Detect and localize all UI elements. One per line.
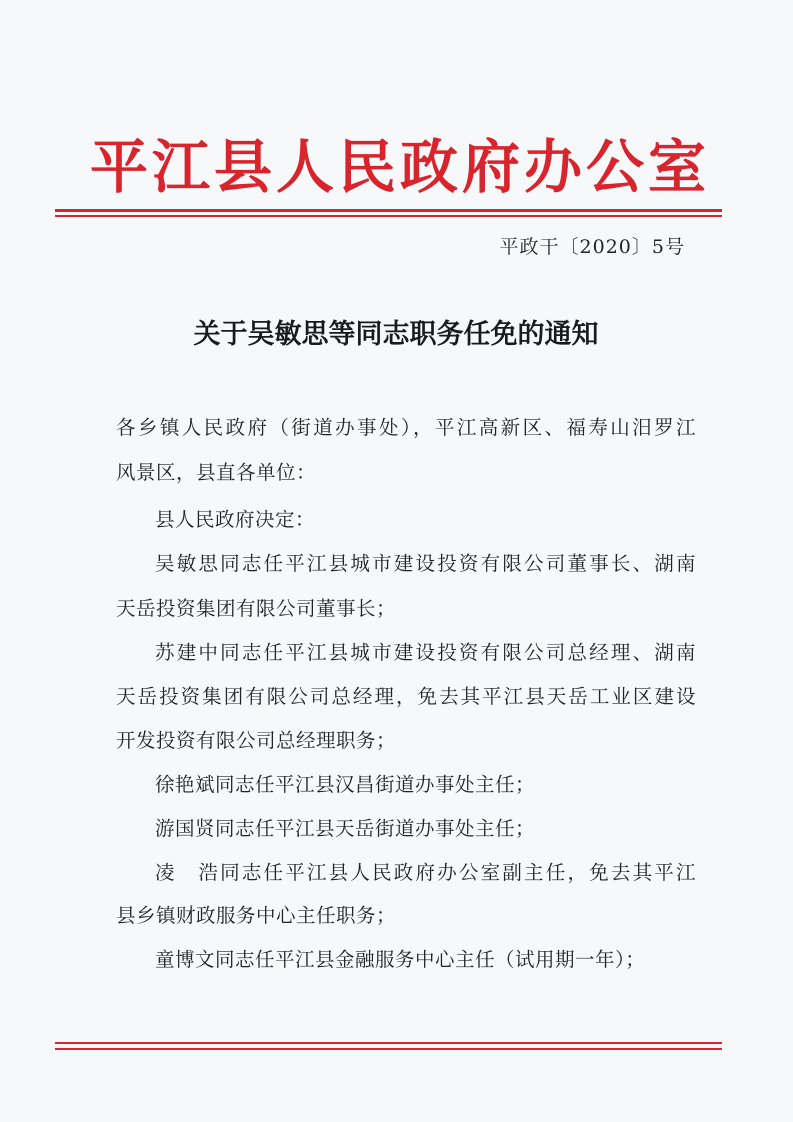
header-red-line-thick bbox=[55, 209, 722, 212]
header-red-line-thin bbox=[55, 215, 722, 217]
item-2-line-1: 苏建中同志任平江县城市建设投资有限公司总经理、湖南 bbox=[155, 641, 696, 664]
item-6-line-1: 童博文同志任平江县金融服务中心主任（试用期一年）； bbox=[155, 948, 646, 971]
item-2-line-2: 天岳投资集团有限公司总经理，免去其平江县天岳工业区建设 bbox=[116, 685, 696, 708]
addressee-line-2: 风景区，县直各单位： bbox=[116, 461, 317, 484]
item-5-line-1: 凌 浩同志任平江县人民政府办公室副主任，免去其平江 bbox=[155, 861, 696, 884]
footer-red-line-top bbox=[55, 1042, 722, 1044]
item-5-line-2: 县乡镇财政服务中心主任职务； bbox=[116, 904, 397, 927]
item-1-line-1: 吴敏思同志任平江县城市建设投资有限公司董事长、湖南 bbox=[155, 552, 696, 575]
issuing-authority-title: 平江县人民政府办公室 bbox=[89, 133, 710, 201]
footer-red-line-bottom bbox=[55, 1048, 722, 1050]
item-1-line-2: 天岳投资集团有限公司董事长； bbox=[116, 597, 397, 620]
document-title: 关于吴敏思等同志职务任免的通知 bbox=[193, 319, 599, 350]
document-number: 平政干〔2020〕5号 bbox=[499, 236, 685, 258]
addressee-line-1: 各乡镇人民政府（街道办事处），平江高新区、福寿山汨罗江 bbox=[116, 416, 696, 439]
item-4-line-1: 游国贤同志任平江县天岳街道办事处主任； bbox=[155, 817, 536, 840]
item-3-line-1: 徐艳斌同志任平江县汉昌街道办事处主任； bbox=[155, 773, 536, 796]
item-2-line-3: 开发投资有限公司总经理职务； bbox=[116, 729, 397, 752]
decision-line: 县人民政府决定： bbox=[155, 508, 316, 531]
